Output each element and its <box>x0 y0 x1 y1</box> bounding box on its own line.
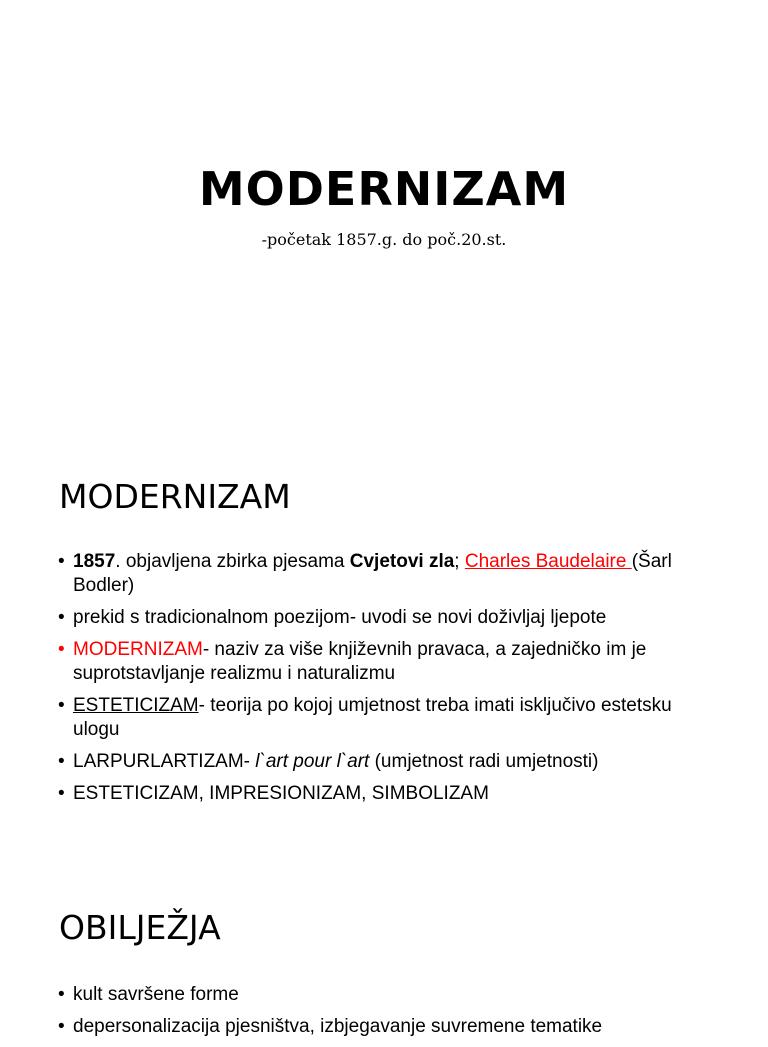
bullet-item <box>58 606 718 630</box>
modernizam-bullet-list <box>58 550 718 814</box>
slide-title: MODERNIZAM <box>198 162 570 216</box>
bullet-text: . objavljena zbirka pjesama <box>115 551 350 572</box>
bullet-text: depersonalizacija pjesništva, izbjegavanje suvremene tematike <box>73 1016 603 1037</box>
separator-text: ; <box>454 551 465 572</box>
book-title: Cvjetovi zla <box>349 551 455 572</box>
bullet-item <box>58 782 718 806</box>
bullet-text: kult savršene forme <box>73 984 239 1005</box>
bullet-item <box>58 1015 718 1039</box>
year-text: 1857 <box>73 551 116 572</box>
obiljezja-bullet-list <box>58 983 718 1047</box>
section-heading-obiljezja: OBILJEŽJA <box>59 908 221 947</box>
italic-phrase: l`art pour l`art <box>255 751 370 772</box>
bullet-item <box>58 694 718 742</box>
bullet-item <box>58 638 718 686</box>
bullet-item <box>58 983 718 1007</box>
bullet-text: (Šarl Bodler) <box>73 551 672 596</box>
term-text: ESTETICIZAM <box>73 695 199 716</box>
slide-subtitle: -početak 1857.g. do poč.20.st. <box>261 230 507 249</box>
bullet-text: (umjetnost radi umjetnosti) <box>369 751 599 772</box>
term-text: LARPURLARTIZAM- <box>73 751 256 772</box>
bullet-item <box>58 750 718 774</box>
author-link[interactable]: Charles Baudelaire <box>464 551 632 572</box>
section-heading-modernizam: MODERNIZAM <box>59 477 291 516</box>
bullet-text: - teorija po kojoj umjetnost treba imati isključivo estetsku ulogu <box>73 695 672 740</box>
bullet-text: ESTETICIZAM, IMPRESIONIZAM, SIMBOLIZAM <box>73 783 489 804</box>
bullet-item <box>58 550 718 598</box>
term-text: MODERNIZAM <box>73 639 203 660</box>
bullet-text: prekid s tradicionalnom poezijom- uvodi se novi doživljaj ljepote <box>73 607 607 628</box>
bullet-text: - naziv za više književnih pravaca, a zajedničko im je suprotstavljanje realizmu i naturalizmu <box>73 639 647 684</box>
